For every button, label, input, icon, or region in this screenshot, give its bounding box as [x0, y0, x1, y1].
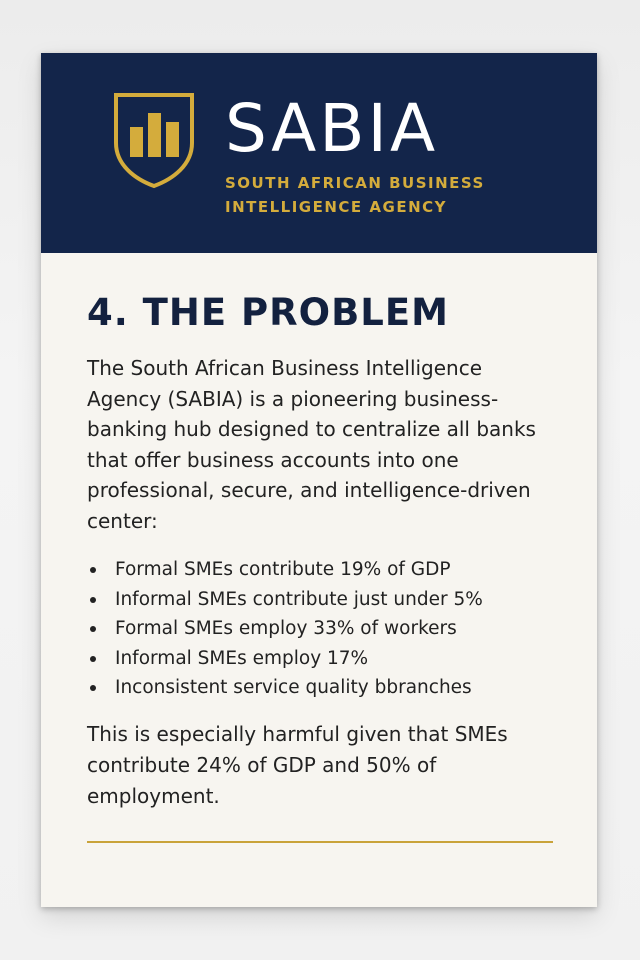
header-banner	[41, 53, 597, 253]
list-item	[87, 644, 557, 674]
bullet-icon	[90, 656, 96, 662]
brand-tagline-line2: INTELLIGENCE AGENCY	[225, 198, 447, 216]
bullet-icon	[90, 685, 96, 691]
list-item-text: Formal SMEs contribute 19% of GDP	[115, 559, 451, 580]
conclusion-paragraph: This is especially harmful given that SMEs contribute 24% of GDP and 50% of employment.	[87, 722, 508, 808]
brand-name: SABIA	[225, 90, 439, 167]
list-item-text: Informal SMEs employ 17%	[115, 647, 369, 669]
shield-bar-chart-icon	[111, 91, 197, 189]
brand-tagline	[225, 171, 485, 219]
list-item	[87, 585, 557, 615]
bullet-icon	[90, 597, 96, 603]
bullet-icon	[90, 567, 96, 573]
list-item-text: Informal SMEs contribute just under 5%	[115, 588, 483, 610]
list-item-text: Formal SMEs employ 33% of workers	[115, 618, 457, 639]
list-item	[87, 614, 557, 644]
gold-divider	[87, 841, 553, 843]
brand-tagline-line1: SOUTH AFRICAN BUSINESS	[225, 174, 485, 192]
section-title: 4. THE PROBLEM	[87, 291, 449, 334]
bullet-list	[87, 555, 557, 703]
list-item	[87, 673, 557, 703]
document-card	[41, 53, 597, 907]
intro-paragraph: The South African Business Intelligence Agency (SABIA) is a pioneering business-banking hub designed to centralize all banks that offer business accounts into one professional, secure, and intelligence-driven center:	[87, 356, 536, 533]
bullet-icon	[90, 626, 96, 632]
list-item-text: Inconsistent service quality bbranches	[115, 677, 472, 698]
list-item	[87, 555, 557, 585]
